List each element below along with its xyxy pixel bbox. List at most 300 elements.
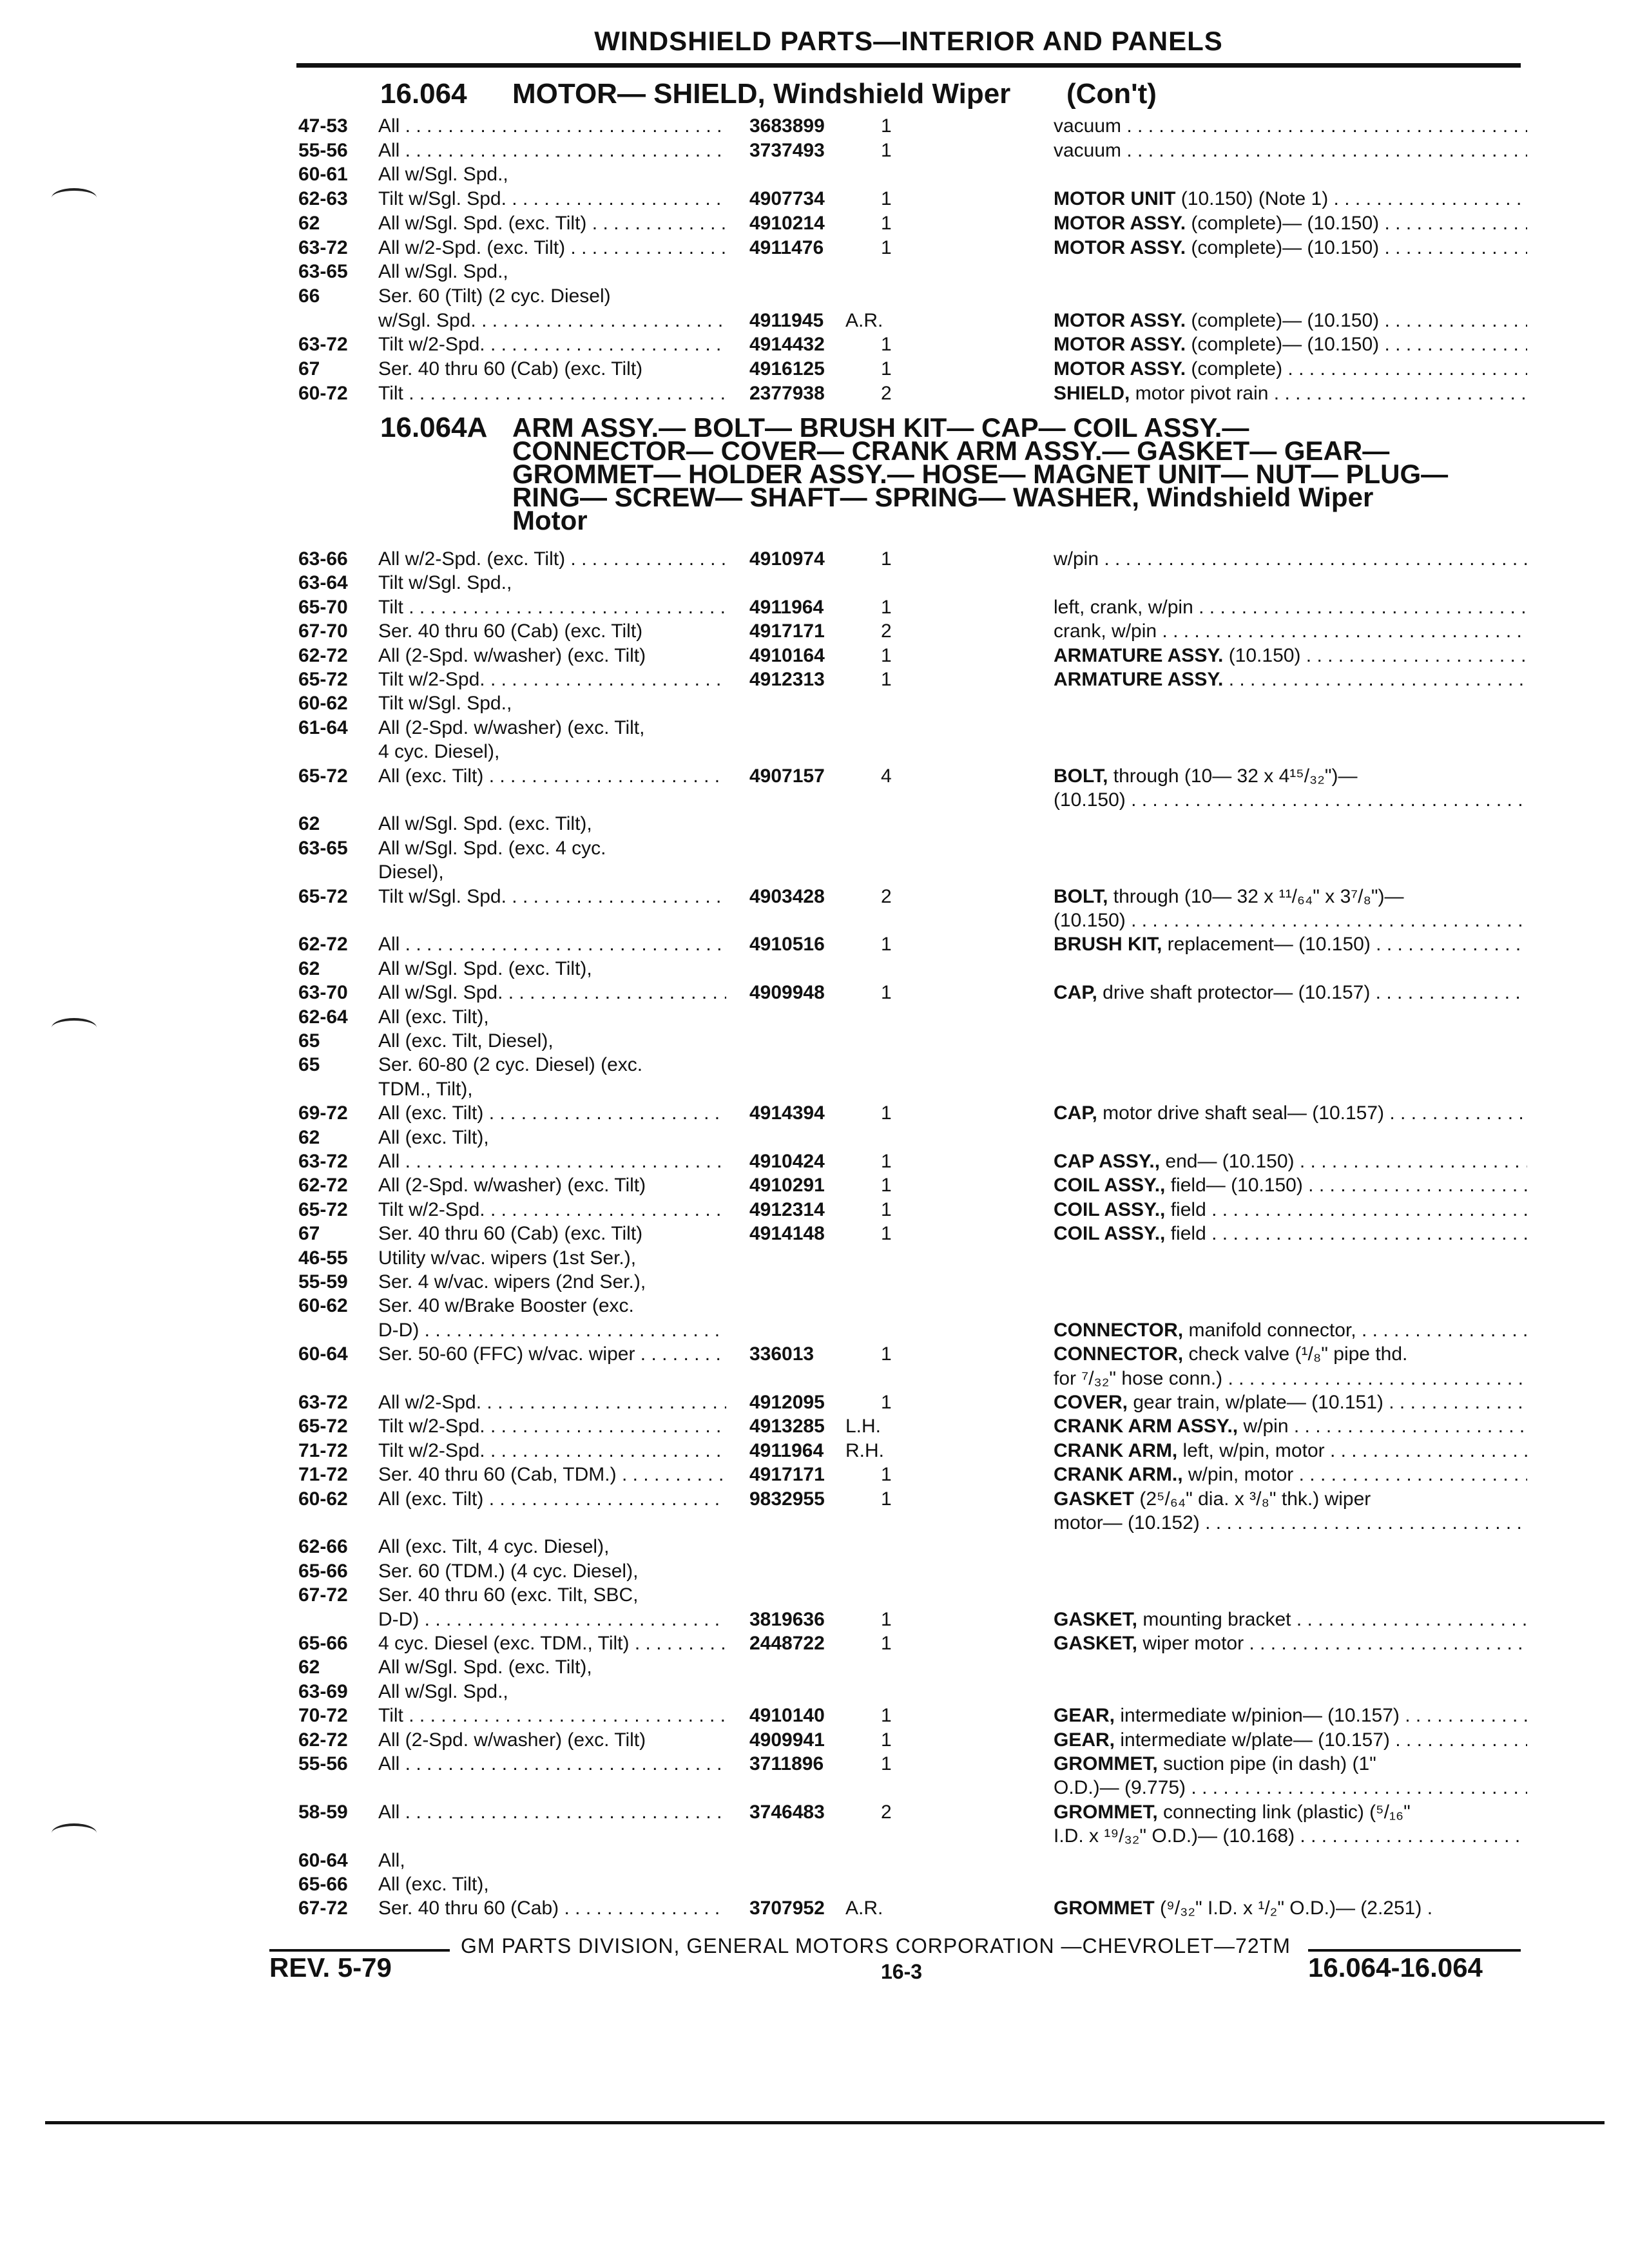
part-number: 9832955 <box>749 1488 825 1510</box>
description-detail: mounting bracket <box>1137 1608 1291 1630</box>
application: Ser. 40 thru 60 (Cab, TDM.) . . . <box>378 1463 726 1486</box>
description <box>1054 1150 1527 1173</box>
table-row <box>0 1247 1629 1270</box>
description-name: CONNECTOR, <box>1054 1319 1184 1341</box>
table-row <box>0 358 1629 381</box>
description <box>1054 1632 1527 1655</box>
description-name: CAP, <box>1054 1102 1097 1124</box>
part-number: 336013 <box>749 1343 815 1365</box>
year-range: 70-72 <box>298 1705 348 1727</box>
year-range: 62-63 <box>298 188 348 210</box>
part-number: 4909948 <box>749 982 825 1004</box>
application: All w/Sgl. Spd., <box>378 164 508 186</box>
description-detail: (complete)— (10.150) <box>1186 334 1380 356</box>
description-detail: field <box>1165 1198 1206 1220</box>
description <box>1054 1729 1527 1752</box>
description-detail: (complete)— (10.150) <box>1186 236 1380 258</box>
table-row <box>0 1415 1629 1438</box>
year-range: 63-72 <box>298 334 348 356</box>
table-row <box>0 1343 1629 1366</box>
part-number: 4911476 <box>749 236 824 258</box>
quantity: 1 <box>881 644 892 666</box>
year-range: 62-72 <box>298 1175 348 1196</box>
description-name: CONNECTOR, <box>1054 1343 1184 1365</box>
description <box>1054 115 1527 138</box>
application: All . . . <box>378 139 726 162</box>
description <box>1054 885 1527 908</box>
application: All w/Sgl. Spd. (exc. 4 cyc. <box>378 837 606 859</box>
table-row <box>0 1126 1629 1149</box>
section-title: MOTOR— SHIELD, Windshield Wiper <box>512 78 1011 110</box>
part-number: 3711896 <box>749 1753 824 1774</box>
year-range: 46-55 <box>298 1247 348 1269</box>
part-number: 4909941 <box>749 1729 825 1751</box>
year-range: 65-72 <box>298 1416 348 1437</box>
description-detail: (10.150) <box>1054 789 1126 811</box>
page-title: WINDSHIELD PARTS—INTERIOR AND PANELS <box>594 26 1223 56</box>
year-range: 55-59 <box>298 1271 348 1293</box>
quantity: 1 <box>881 596 892 618</box>
description-name: MOTOR ASSY. <box>1054 334 1186 356</box>
table-row <box>0 861 1629 884</box>
year-range: 47-53 <box>298 115 348 137</box>
quantity: 1 <box>881 669 892 690</box>
section-range: 16.064-16.064 <box>1308 1952 1483 1983</box>
description <box>1054 1391 1527 1414</box>
application: Ser. 40 thru 60 (Cab) (exc. Tilt) <box>378 1223 643 1245</box>
application: Ser. 4 w/vac. wipers (2nd Ser.), <box>378 1271 646 1293</box>
table-row <box>0 909 1629 932</box>
description-detail: vacuum <box>1054 139 1122 161</box>
section-number: 16.064A <box>380 412 488 443</box>
year-range: 65-72 <box>298 669 348 690</box>
table-row <box>0 333 1629 356</box>
description-name: MOTOR UNIT <box>1054 188 1176 210</box>
table-row <box>0 1102 1629 1125</box>
description <box>1054 1102 1527 1125</box>
application: Utility w/vac. wipers (1st Ser.), <box>378 1247 637 1269</box>
table-row <box>0 1294 1629 1318</box>
application: Tilt w/Sgl. Spd., <box>378 572 512 594</box>
table-row <box>0 1512 1629 1535</box>
application: All w/Sgl. Spd. (exc. Tilt) . . . <box>378 212 726 235</box>
description <box>1054 358 1527 381</box>
application: TDM., Tilt), <box>378 1078 473 1100</box>
quantity: 1 <box>881 334 892 356</box>
quantity: A.R. <box>845 1898 883 1919</box>
table-row <box>0 837 1629 860</box>
application: Ser. 40 w/Brake Booster (exc. <box>378 1295 634 1317</box>
part-number: 4910164 <box>749 644 825 666</box>
year-range: 60-62 <box>298 1488 348 1510</box>
table-row <box>0 1753 1629 1776</box>
description-detail: motor pivot rain <box>1130 382 1269 404</box>
application: w/Sgl. Spd. . . . <box>378 309 726 332</box>
description-detail: wiper motor <box>1137 1633 1244 1654</box>
description-name: GASKET, <box>1054 1633 1138 1654</box>
application: All w/Sgl. Spd., <box>378 261 508 283</box>
quantity: 1 <box>881 934 892 956</box>
description-detail: gear train, w/plate— (10.151) <box>1128 1392 1383 1413</box>
part-number: 4914148 <box>749 1223 825 1245</box>
description-name: COIL ASSY., <box>1054 1175 1166 1196</box>
year-range: 67 <box>298 358 320 380</box>
table-row <box>0 236 1629 260</box>
quantity: L.H. <box>845 1416 882 1437</box>
application: All w/Sgl. Spd. . . . <box>378 981 726 1004</box>
description-detail: replacement— (10.150) <box>1162 934 1371 956</box>
quantity: 2 <box>881 620 892 642</box>
table-row <box>0 309 1629 332</box>
table-row <box>0 1319 1629 1342</box>
quantity: 1 <box>881 1102 892 1124</box>
table-row <box>0 572 1629 595</box>
table-row <box>0 716 1629 740</box>
application: Ser. 40 thru 60 (Cab) (exc. Tilt) <box>378 620 643 642</box>
quantity: 1 <box>881 1198 892 1220</box>
description <box>1054 333 1527 356</box>
description <box>1054 765 1527 788</box>
part-number: 4912313 <box>749 669 825 690</box>
description-detail: O.D.)— (9.775) <box>1054 1777 1186 1799</box>
quantity: 1 <box>881 139 892 161</box>
table-row <box>0 187 1629 211</box>
description-name: BRUSH KIT, <box>1054 934 1162 956</box>
description <box>1054 1704 1527 1727</box>
binder-hole-mark <box>52 188 97 207</box>
table-row <box>0 1801 1629 1824</box>
section-title-line: CONNECTOR— COVER— CRANK ARM ASSY.— GASKET— GEAR— <box>512 436 1390 466</box>
description <box>1054 1488 1527 1511</box>
part-number: 4917171 <box>749 1464 825 1486</box>
year-range: 65-66 <box>298 1874 348 1895</box>
part-number: 4917171 <box>749 620 825 642</box>
year-range: 62 <box>298 813 320 835</box>
year-range: 63-64 <box>298 572 348 594</box>
year-range: 65-70 <box>298 596 348 618</box>
part-number: 3707952 <box>749 1898 825 1919</box>
year-range: 71-72 <box>298 1464 348 1486</box>
table-row <box>0 1367 1629 1390</box>
description <box>1054 1415 1527 1438</box>
table-row <box>0 740 1629 764</box>
year-range: 65-72 <box>298 765 348 787</box>
year-range: 62 <box>298 1657 320 1678</box>
description-detail: vacuum <box>1054 115 1122 137</box>
year-range: 62-66 <box>298 1536 348 1558</box>
year-range: 69-72 <box>298 1102 348 1124</box>
description <box>1054 1439 1527 1463</box>
year-range: 63-72 <box>298 1151 348 1172</box>
application: 4 cyc. Diesel), <box>378 741 500 763</box>
description <box>1054 1198 1527 1222</box>
continued-label: (Con't) <box>1066 78 1157 110</box>
section-title-lines <box>512 412 1537 535</box>
quantity: 1 <box>881 548 892 570</box>
description-detail: w/pin, motor <box>1182 1464 1294 1486</box>
application: Tilt w/2-Spd. . . . <box>378 333 726 356</box>
description <box>1054 1753 1527 1776</box>
year-range: 67-72 <box>298 1584 348 1606</box>
description-detail: (10.150) <box>1054 910 1126 931</box>
quantity: A.R. <box>845 309 883 331</box>
part-number: 4910424 <box>749 1151 825 1172</box>
description <box>1054 1174 1527 1197</box>
application: All (exc. Tilt) . . . <box>378 765 726 788</box>
year-range: 62-72 <box>298 934 348 956</box>
description-name: GEAR, <box>1054 1729 1115 1751</box>
table-row <box>0 1873 1629 1896</box>
year-range: 65-72 <box>298 1198 348 1220</box>
year-range: 66 <box>298 285 320 307</box>
table-row <box>0 1849 1629 1872</box>
application: All w/Sgl. Spd. (exc. Tilt), <box>378 1657 592 1678</box>
part-number: 4910214 <box>749 212 825 234</box>
description-detail: intermediate w/plate— (10.157) <box>1115 1729 1390 1751</box>
application: All (exc. Tilt), <box>378 1126 489 1148</box>
description-name: MOTOR ASSY. <box>1054 358 1186 380</box>
description <box>1054 596 1527 619</box>
description-name: CRANK ARM ASSY., <box>1054 1416 1239 1437</box>
description <box>1054 187 1527 211</box>
description <box>1054 1222 1527 1245</box>
part-number: 4903428 <box>749 885 825 907</box>
year-range: 65-66 <box>298 1633 348 1654</box>
application: All (2-Spd. w/washer) (exc. Tilt) <box>378 1729 646 1751</box>
description-name: GASKET, <box>1054 1608 1138 1630</box>
year-range: 67 <box>298 1223 320 1245</box>
application: Tilt w/2-Spd. . . . <box>378 1415 726 1438</box>
description-detail: intermediate w/pinion— (10.157) <box>1115 1705 1400 1727</box>
description <box>1054 909 1527 932</box>
year-range: 60-64 <box>298 1343 348 1365</box>
table-row <box>0 1535 1629 1559</box>
quantity: 2 <box>881 382 892 404</box>
table-row <box>0 548 1629 571</box>
part-number: 4910140 <box>749 1705 825 1727</box>
part-number: 4912314 <box>749 1198 825 1220</box>
description-detail: left, crank, w/pin <box>1054 596 1193 618</box>
year-range: 55-56 <box>298 1753 348 1774</box>
description <box>1054 1367 1527 1390</box>
application: 4 cyc. Diesel (exc. TDM., Tilt) . . . <box>378 1632 726 1655</box>
part-number: 3746483 <box>749 1801 825 1823</box>
table-row <box>0 1680 1629 1704</box>
description <box>1054 548 1527 571</box>
table-row <box>0 1656 1629 1679</box>
table-row <box>0 981 1629 1004</box>
part-number: 3737493 <box>749 139 825 161</box>
table-row <box>0 668 1629 691</box>
year-range: 63-72 <box>298 236 348 258</box>
description <box>1054 644 1527 668</box>
application: Ser. 50-60 (FFC) w/vac. wiper . . . <box>378 1343 726 1366</box>
quantity: 1 <box>881 1175 892 1196</box>
year-range: 67-70 <box>298 620 348 642</box>
table-row <box>0 1053 1629 1077</box>
application: Tilt w/Sgl. Spd., <box>378 693 512 715</box>
description-detail: w/pin <box>1054 548 1099 570</box>
part-number: 4911964 <box>749 596 824 618</box>
description-detail: (complete)— (10.150) <box>1186 309 1380 331</box>
application: Tilt . . . <box>378 382 726 405</box>
quantity: 1 <box>881 1705 892 1727</box>
year-range: 62-72 <box>298 1729 348 1751</box>
year-range: 62-72 <box>298 644 348 666</box>
quantity: 1 <box>881 1488 892 1510</box>
year-range: 63-66 <box>298 548 348 570</box>
description <box>1054 789 1527 812</box>
description-detail: field— (10.150) <box>1165 1175 1303 1196</box>
quantity: 1 <box>881 1151 892 1172</box>
scan-edge-line <box>45 2121 1605 2124</box>
table-row <box>0 1030 1629 1053</box>
year-range: 67-72 <box>298 1898 348 1919</box>
binder-hole-mark <box>52 1018 97 1037</box>
description <box>1054 212 1527 235</box>
application: All w/Sgl. Spd. (exc. Tilt), <box>378 813 592 835</box>
description-detail: through (10— 32 x ¹¹/₆₄" x 3⁷/₈")— <box>1108 885 1404 907</box>
description-name: COIL ASSY., <box>1054 1198 1166 1220</box>
year-range: 65-72 <box>298 885 348 907</box>
description-detail: (10.150) (Note 1) <box>1175 188 1329 210</box>
year-range: 60-62 <box>298 693 348 715</box>
table-row <box>0 1198 1629 1222</box>
quantity: 1 <box>881 1633 892 1654</box>
application: All (exc. Tilt, Diesel), <box>378 1030 554 1052</box>
application: All . . . <box>378 115 726 138</box>
description-detail: (complete) <box>1186 358 1283 380</box>
description <box>1054 139 1527 162</box>
section-title-line: ARM ASSY.— BOLT— BRUSH KIT— CAP— COIL ASSY.— <box>512 412 1249 443</box>
part-number: 3819636 <box>749 1608 825 1630</box>
year-range: 63-69 <box>298 1680 348 1702</box>
description <box>1054 1512 1527 1535</box>
application: Tilt . . . <box>378 596 726 619</box>
revision-label: REV. 5-79 <box>269 1952 392 1983</box>
description-detail: drive shaft protector— (10.157) <box>1097 982 1371 1004</box>
application: Ser. 60 (Tilt) (2 cyc. Diesel) <box>378 285 611 307</box>
application: All (exc. Tilt), <box>378 1006 489 1028</box>
application: All w/2-Spd. (exc. Tilt) . . . <box>378 236 726 260</box>
year-range: 60-62 <box>298 1295 348 1317</box>
table-row <box>0 1271 1629 1294</box>
part-number: 4912095 <box>749 1392 825 1413</box>
section-title-line: Motor <box>512 505 588 535</box>
year-range: 61-64 <box>298 716 348 738</box>
year-range: 71-72 <box>298 1439 348 1461</box>
quantity: 1 <box>881 1729 892 1751</box>
description-name: SHIELD, <box>1054 382 1130 404</box>
part-number: 4911964 <box>749 1439 824 1461</box>
footer-rule-left <box>269 1949 450 1952</box>
quantity: 1 <box>881 188 892 210</box>
description <box>1054 236 1527 260</box>
description-name: CRANK ARM, <box>1054 1439 1178 1461</box>
quantity: 1 <box>881 1608 892 1630</box>
year-range: 62 <box>298 957 320 979</box>
description-name: ARMATURE ASSY. <box>1054 669 1224 690</box>
application: All w/2-Spd. (exc. Tilt) . . . <box>378 548 726 571</box>
description-detail: crank, w/pin <box>1054 620 1157 642</box>
application: Tilt w/2-Spd. . . . <box>378 668 726 691</box>
application: D-D) . . . <box>378 1319 726 1342</box>
quantity: 1 <box>881 1343 892 1365</box>
table-row <box>0 789 1629 812</box>
application: Ser. 60 (TDM.) (4 cyc. Diesel), <box>378 1560 639 1582</box>
year-range: 60-61 <box>298 164 348 186</box>
description-detail: through (10— 32 x 4¹⁵/₃₂")— <box>1108 765 1358 787</box>
table-row <box>0 1776 1629 1800</box>
application: Tilt w/Sgl. Spd. . . . <box>378 885 726 908</box>
application: All w/Sgl. Spd., <box>378 1680 508 1702</box>
application: Tilt w/Sgl. Spd. . . . <box>378 187 726 211</box>
quantity: R.H. <box>845 1439 884 1461</box>
table-row <box>0 115 1629 138</box>
quantity: 1 <box>881 358 892 380</box>
description-name: ARMATURE ASSY. <box>1054 644 1224 666</box>
description-detail: manifold connector, <box>1183 1319 1356 1341</box>
table-row <box>0 1222 1629 1245</box>
application: All (exc. Tilt) . . . <box>378 1488 726 1511</box>
part-number: 4913285 <box>749 1416 825 1437</box>
application: D-D) . . . <box>378 1608 726 1631</box>
table-row <box>0 212 1629 235</box>
year-range: 58-59 <box>298 1801 348 1823</box>
description <box>1054 309 1527 332</box>
description-detail: (⁹/₃₂" I.D. x ¹/₂" O.D.)— (2.251) . <box>1154 1898 1433 1919</box>
description-detail: suction pipe (in dash) (1" <box>1157 1753 1376 1774</box>
table-row <box>0 596 1629 619</box>
part-number: 2448722 <box>749 1633 825 1654</box>
part-number: 4916125 <box>749 358 825 380</box>
part-number: 4914432 <box>749 334 825 356</box>
table-row <box>0 1488 1629 1511</box>
table-row <box>0 1632 1629 1655</box>
part-number: 4911945 <box>749 309 824 331</box>
description-name: GROMMET, <box>1054 1753 1158 1774</box>
application: All (exc. Tilt) . . . <box>378 1102 726 1125</box>
application: Ser. 60-80 (2 cyc. Diesel) (exc. <box>378 1054 643 1076</box>
application: All, <box>378 1849 405 1871</box>
year-range: 60-64 <box>298 1849 348 1871</box>
table-row <box>0 957 1629 981</box>
application: All . . . <box>378 1753 726 1776</box>
table-row <box>0 260 1629 284</box>
description-detail: (complete)— (10.150) <box>1186 212 1380 234</box>
table-row <box>0 1584 1629 1607</box>
table-row <box>0 620 1629 643</box>
table-row <box>0 139 1629 162</box>
description-name: CRANK ARM., <box>1054 1464 1183 1486</box>
application: All w/Sgl. Spd. (exc. Tilt), <box>378 957 592 979</box>
application: Diesel), <box>378 861 444 883</box>
section-title-line: RING— SCREW— SHAFT— SPRING— WASHER, Windshield Wiper <box>512 482 1374 512</box>
table-row <box>0 1825 1629 1848</box>
description-detail: I.D. x ¹⁹/₃₂" O.D.)— (10.168) <box>1054 1825 1295 1847</box>
description <box>1054 1319 1527 1342</box>
table-row <box>0 933 1629 956</box>
year-range: 65-66 <box>298 1560 348 1582</box>
year-range: 62-64 <box>298 1006 348 1028</box>
description-detail: motor drive shaft seal— (10.157) <box>1097 1102 1385 1124</box>
description <box>1054 1463 1527 1486</box>
application: All . . . <box>378 1801 726 1824</box>
section-number: 16.064 <box>380 78 467 110</box>
table-row <box>0 812 1629 836</box>
description <box>1054 1825 1527 1848</box>
footer-corporation: GM PARTS DIVISION, GENERAL MOTORS CORPORATION —CHEVROLET—72TM <box>461 1934 1291 1957</box>
